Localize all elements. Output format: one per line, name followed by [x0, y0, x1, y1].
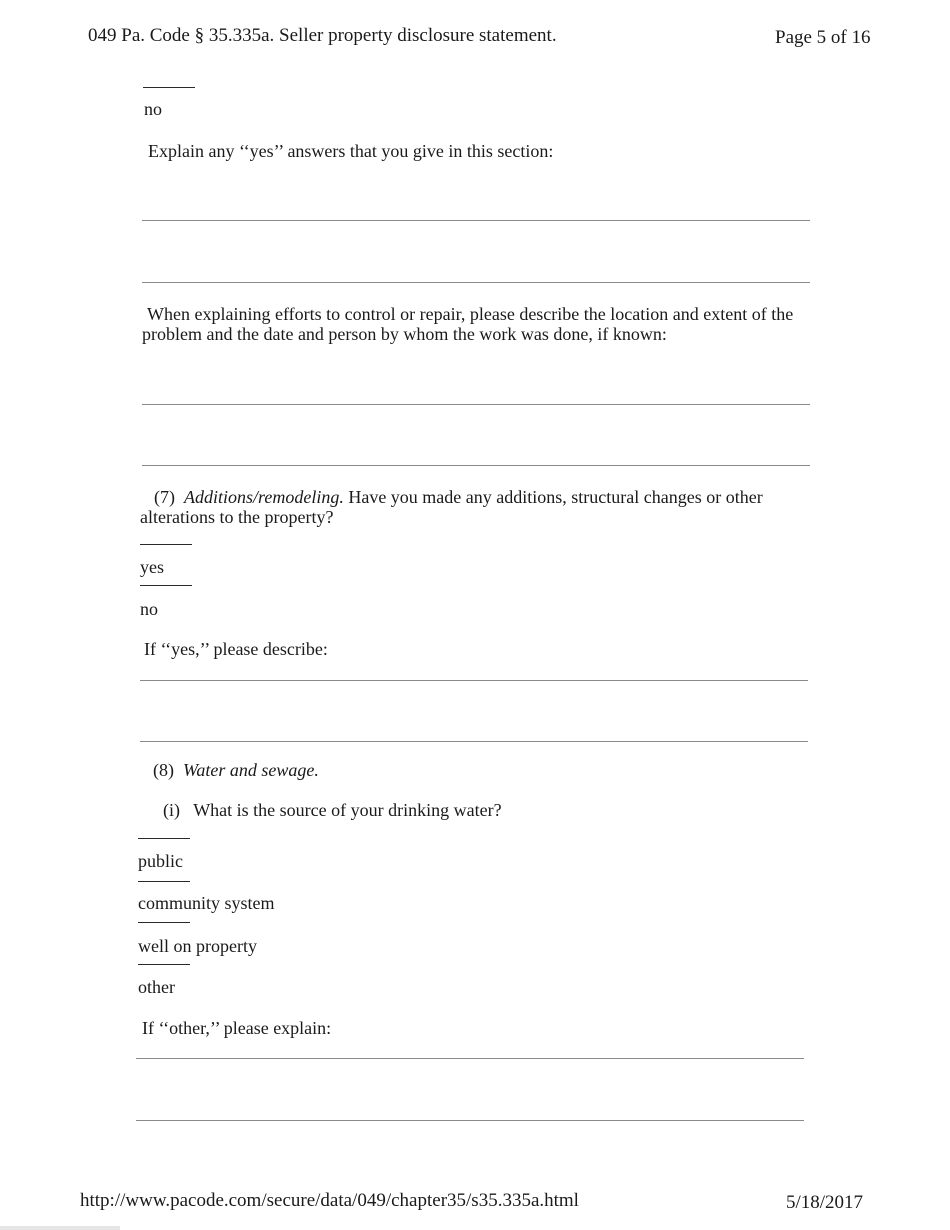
page-number: Page 5 of 16	[775, 27, 871, 48]
question-number: (i)	[163, 800, 180, 820]
option-community-system-label: community system	[138, 893, 275, 913]
answer-line[interactable]	[142, 465, 810, 466]
section-7-question	[140, 487, 812, 527]
answer-line[interactable]	[142, 220, 810, 221]
option-well-on-property-label: well on property	[138, 936, 257, 956]
answer-line[interactable]	[136, 1058, 804, 1059]
water-source-question	[163, 800, 502, 821]
answer-line[interactable]	[142, 404, 810, 405]
answer-line[interactable]	[142, 282, 810, 283]
checkbox-line-community-system[interactable]	[138, 881, 190, 882]
section-7-number: (7)	[154, 487, 175, 507]
scan-edge-mark	[0, 1226, 120, 1230]
checkbox-line-other[interactable]	[138, 964, 190, 965]
option-other-label: other	[138, 977, 175, 997]
answer-line[interactable]	[140, 741, 808, 742]
footer-url: http://www.pacode.com/secure/data/049/chapter35/s35.335a.html	[80, 1190, 579, 1211]
checkbox-line-public[interactable]	[138, 838, 190, 839]
option-yes-label: yes	[140, 557, 164, 577]
page-title: 049 Pa. Code § 35.335a. Seller property disclosure statement.	[88, 25, 557, 46]
answer-line[interactable]	[140, 680, 808, 681]
section-7-question-text: Have you made any additions, structural changes or other alterations to the property?	[140, 487, 763, 527]
checkbox-line-no[interactable]	[143, 87, 195, 88]
question-text: What is the source of your drinking water?	[193, 800, 502, 820]
option-public-label: public	[138, 851, 183, 871]
checkbox-line-no[interactable]	[140, 585, 192, 586]
option-no-label: no	[140, 599, 158, 619]
explain-yes-prompt: Explain any ‘‘yes’’ answers that you give in this section:	[148, 141, 554, 161]
checkbox-line-yes[interactable]	[140, 544, 192, 545]
footer-date: 5/18/2017	[786, 1192, 864, 1213]
section-8-heading-line	[153, 760, 319, 781]
answer-line[interactable]	[136, 1120, 804, 1121]
section-7-heading: Additions/remodeling.	[184, 487, 344, 507]
checkbox-line-well-on-property[interactable]	[138, 922, 190, 923]
section-8-heading: Water and sewage.	[183, 760, 319, 780]
option-no-label: no	[144, 99, 162, 119]
section-8-number: (8)	[153, 760, 174, 780]
describe-prompt: If ‘‘yes,’’ please describe:	[144, 639, 328, 659]
repair-prompt: When explaining efforts to control or repair, please describe the location and extent of the problem and the date and person by whom the work was done, if known:	[142, 304, 794, 344]
explain-other-prompt: If ‘‘other,’’ please explain:	[142, 1018, 332, 1038]
